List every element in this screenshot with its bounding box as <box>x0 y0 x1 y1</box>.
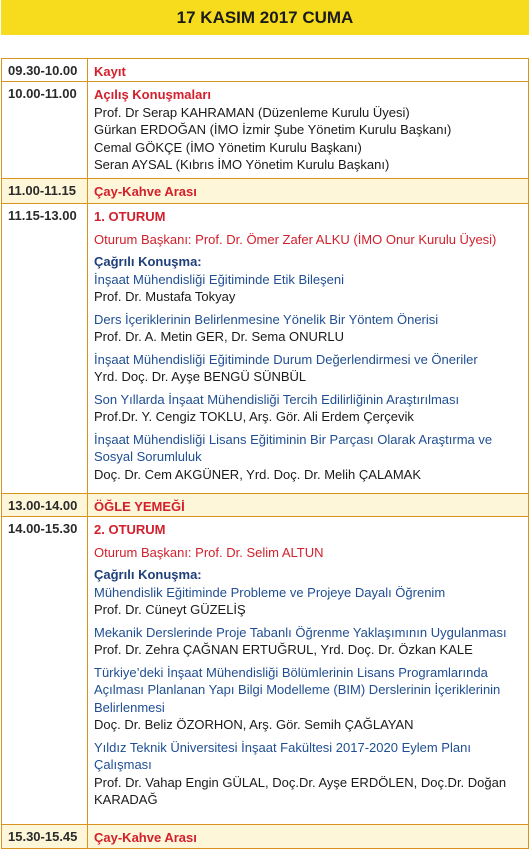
time-cell: 09.30-10.00 <box>1 59 88 81</box>
session-title: ÖĞLE YEMEĞİ <box>94 499 185 514</box>
session-title: Çay-Kahve Arası <box>94 830 197 845</box>
table-row <box>1 179 529 204</box>
time-cell: 10.00-11.00 <box>1 82 88 178</box>
talk-speaker: Prof. Dr. Mustafa Tokyay <box>94 289 236 304</box>
session-cell <box>88 82 529 178</box>
schedule-table <box>1 58 529 849</box>
session-title: Çay-Kahve Arası <box>94 184 197 199</box>
table-row <box>1 59 529 82</box>
time-cell: 11.00-11.15 <box>1 179 88 203</box>
table-row <box>1 82 529 179</box>
talk-title: İnşaat Mühendisliği Eğitiminde Etik Bileşeni <box>94 271 345 287</box>
table-row <box>1 517 529 825</box>
session-chair: Oturum Başkanı: Prof. Dr. Ömer Zafer ALKU (İMO Onur Kurulu Üyesi) <box>94 231 497 247</box>
session-cell <box>88 825 529 848</box>
session-cell <box>88 179 529 203</box>
session-title: Açılış Konuşmaları <box>94 87 212 102</box>
session-cell <box>88 517 529 824</box>
talk-title: Türkiye’deki İnşaat Mühendisliği Bölümlerinin Lisans Programlarında Açılması Planlanan Yapı Bilgi Modelleme (BIM) Derslerinin İçeriklerinin Belirlenmesi <box>94 664 501 715</box>
table-row <box>1 825 529 849</box>
table-row <box>1 494 529 517</box>
invited-label: Çağrılı Konuşma: <box>94 567 202 582</box>
session-chair: Oturum Başkanı: Prof. Dr. Selim ALTUN <box>94 544 324 560</box>
speaker-line: Cemal GÖKÇE (İMO Yönetim Kurulu Başkanı) <box>94 139 362 155</box>
talk-speaker: Prof. Dr. A. Metin GER, Dr. Sema ONURLU <box>94 329 344 344</box>
session-cell <box>88 204 529 493</box>
talk-title: Mekanik Derslerinde Proje Tabanlı Öğrenme Yaklaşımının Uygulanması <box>94 624 507 640</box>
talk-title: Yıldız Teknik Üniversitesi İnşaat Fakültesi 2017-2020 Eylem Planı Çalışması <box>94 739 471 772</box>
talk-speaker: Prof. Dr. Zehra ÇAĞNAN ERTUĞRUL, Yrd. Doç. Dr. Özkan KALE <box>94 642 473 657</box>
session-title: Kayıt <box>94 64 126 79</box>
time-cell: 15.30-15.45 <box>1 825 88 848</box>
talk-title: Son Yıllarda İnşaat Mühendisliği Tercih Edilirliğinin Araştırılması <box>94 391 460 407</box>
talk-speaker: Prof.Dr. Y. Cengiz TOKLU, Arş. Gör. Ali Erdem Çerçevik <box>94 409 414 424</box>
talk-speaker: Prof. Dr. Cüneyt GÜZELİŞ <box>94 602 246 617</box>
talk-title: Ders İçeriklerinin Belirlenmesine Yönelik Bir Yöntem Önerisi <box>94 311 439 327</box>
time-cell: 13.00-14.00 <box>1 494 88 516</box>
talk-speaker: Yrd. Doç. Dr. Ayşe BENGÜ SÜNBÜL <box>94 369 307 384</box>
session-title: 1. OTURUM <box>94 209 166 224</box>
talk-speaker: Prof. Dr. Vahap Engin GÜLAL, Doç.Dr. Ayşe ERDÖLEN, Doç.Dr. Doğan KARADAĞ <box>94 774 507 807</box>
speaker-line: Gürkan ERDOĞAN (İMO İzmir Şube Yönetim Kurulu Başkanı) <box>94 122 452 137</box>
time-cell: 11.15-13.00 <box>1 204 88 493</box>
time-cell: 14.00-15.30 <box>1 517 88 824</box>
page-title: 17 KASIM 2017 CUMA <box>1 0 529 35</box>
session-cell <box>88 494 529 516</box>
talk-title: Mühendislik Eğitiminde Probleme ve Projeye Dayalı Öğrenim <box>94 584 446 600</box>
talk-speaker: Doç. Dr. Cem AKGÜNER, Yrd. Doç. Dr. Melih ÇALAMAK <box>94 466 422 482</box>
session-title: 2. OTURUM <box>94 522 166 537</box>
invited-label: Çağrılı Konuşma: <box>94 254 202 269</box>
speaker-line: Seran AYSAL (Kıbrıs İMO Yönetim Kurulu Başkanı) <box>94 157 390 172</box>
talk-title: İnşaat Mühendisliği Lisans Eğitiminin Bir Parçası Olarak Araştırma ve Sosyal Sorumluluk <box>94 431 493 464</box>
talk-title: İnşaat Mühendisliği Eğitiminde Durum Değerlendirmesi ve Öneriler <box>94 351 478 367</box>
session-cell <box>88 59 529 81</box>
talk-speaker: Doç. Dr. Beliz ÖZORHON, Arş. Gör. Semih ÇAĞLAYAN <box>94 717 414 732</box>
speaker-line: Prof. Dr Serap KAHRAMAN (Düzenleme Kurulu Üyesi) <box>94 104 410 120</box>
table-row <box>1 204 529 494</box>
